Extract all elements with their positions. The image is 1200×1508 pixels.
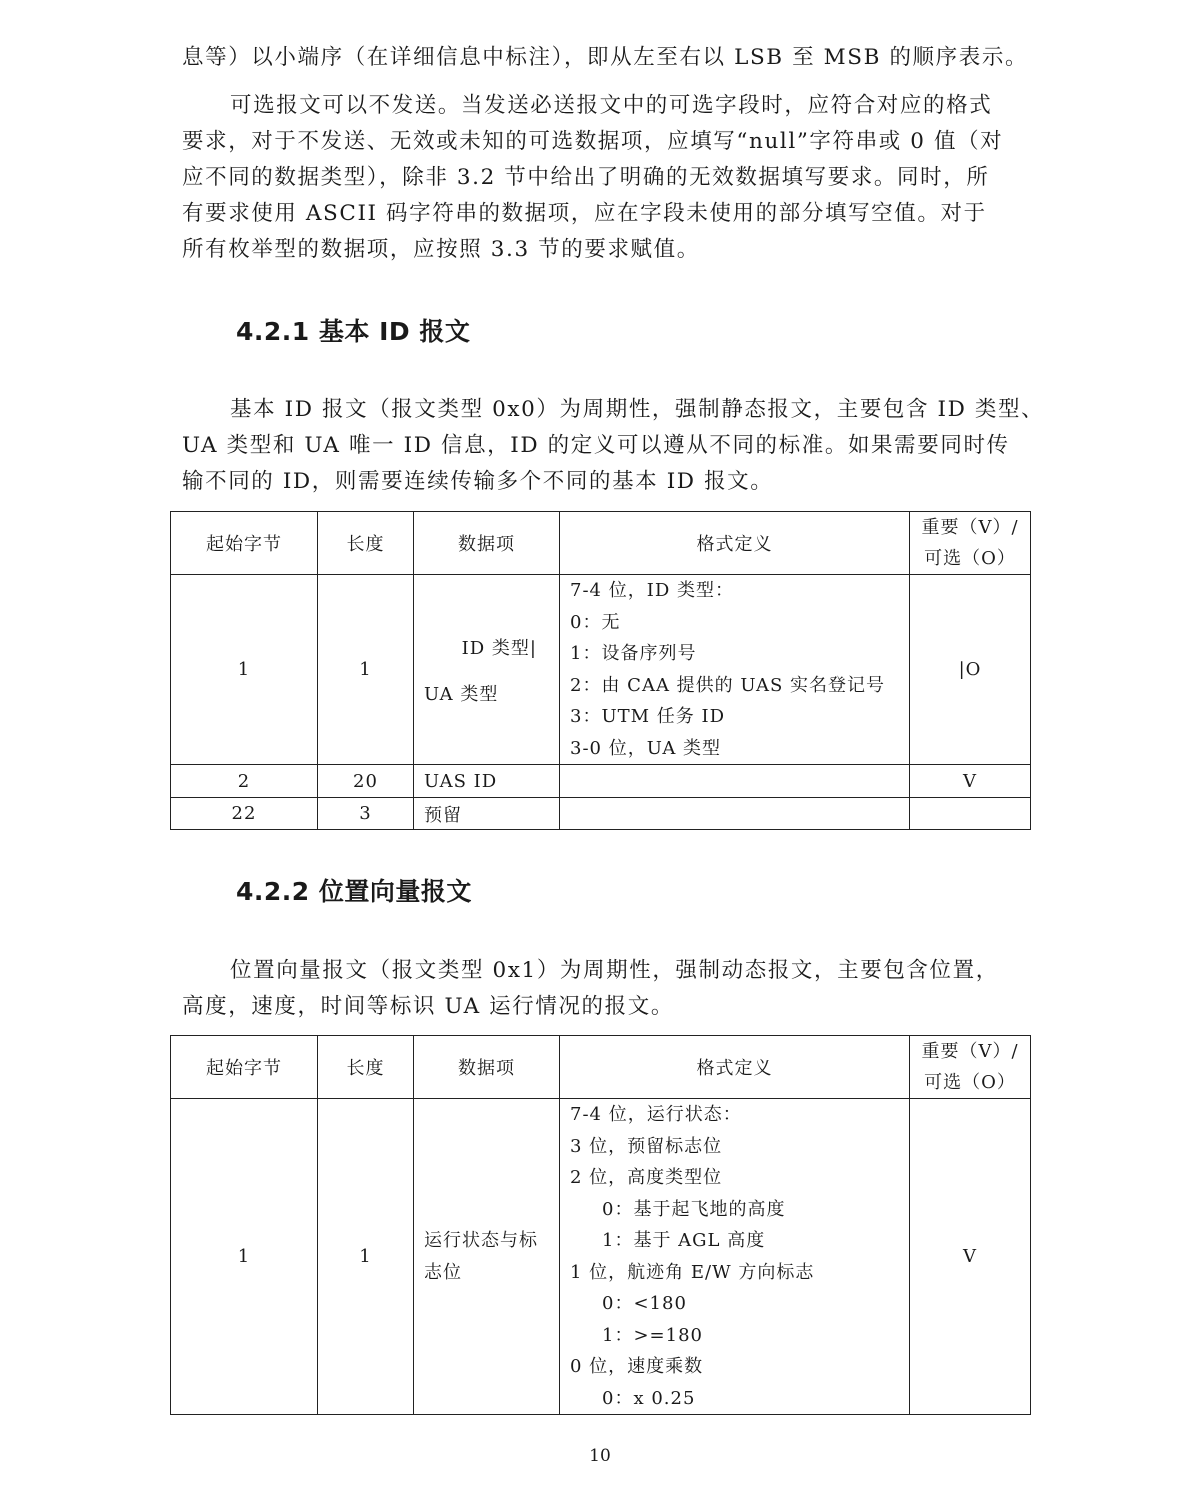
header-format: 格式定义 [560,512,910,575]
cell-required: V [910,1099,1031,1415]
format-line: 0 位，速度乘数 [570,1356,704,1377]
format-line: 1：>=180 [602,1324,703,1346]
cell-format [560,765,910,798]
section1-paragraph [182,392,1045,500]
header-format: 格式定义 [560,1036,910,1099]
cell-item [414,1099,560,1415]
page-number: 10 [589,1446,611,1466]
intro-line: 要求，对于不发送、无效或未知的可选数据项，应填写“null”字符串或 0 值（对 [182,129,1004,154]
cell-required: V [910,765,1031,798]
format-line: 0：基于起飞地的高度 [602,1198,786,1220]
cell-item-line2: UA 类型 [424,683,499,705]
table-header-row [171,1036,1031,1099]
cell-length: 3 [318,798,414,830]
basic-id-table [170,511,1031,830]
header-data-item: 数据项 [414,1036,560,1099]
cell-length: 1 [318,1099,414,1415]
cell-format [560,575,910,765]
cell-format [560,798,910,830]
header-length: 长度 [318,512,414,575]
format-line: 7-4 位，ID 类型： [570,580,734,601]
header-length: 长度 [318,1036,414,1099]
format-line: 0：无 [570,611,621,633]
format-line: 3：UTM 任务 ID [570,706,726,727]
table-row [171,765,1031,798]
cell-item: UAS ID [414,765,560,798]
section1-line: 基本 ID 报文（报文类型 0x0）为周期性，强制静态报文，主要包含 ID 类型、 [230,397,1045,422]
header-required [910,1036,1031,1099]
header-required-line2: 可选（O） [924,1072,1016,1093]
section-heading-4-2-2: 4.2.2 位置向量报文 [236,877,472,906]
section-heading-4-2-1: 4.2.1 基本 ID 报文 [236,317,471,346]
cell-item: 预留 [414,798,560,830]
cell-item [414,575,560,765]
format-line: 1：基于 AGL 高度 [602,1230,766,1251]
section1-line: UA 类型和 UA 唯一 ID 信息，ID 的定义可以遵从不同的标准。如果需要同时传 [182,433,1010,458]
cell-required: |O [910,575,1031,765]
table-header-row [171,512,1031,575]
section2-paragraph [182,953,1032,1025]
cell-item-line1: ID 类型| [461,637,537,659]
cell-format [560,1099,910,1415]
format-line: 2 位，高度类型位 [570,1167,723,1188]
intro-line: 应不同的数据类型），除非 3.2 节中给出了明确的无效数据填写要求。同时，所 [182,165,990,190]
intro-line: 可选报文可以不发送。当发送必送报文中的可选字段时，应符合对应的格式 [230,93,993,118]
header-start-byte: 起始字节 [171,1036,318,1099]
format-line: 1 位，航迹角 E/W 方向标志 [570,1261,815,1283]
intro-line: 息等）以小端序（在详细信息中标注），即从左至右以 LSB 至 MSB 的顺序表示。 [182,45,1029,70]
format-line: 0：<180 [602,1293,687,1314]
cell-item-line2: 志位 [424,1261,462,1283]
position-vector-table [170,1035,1031,1415]
cell-required [910,798,1031,830]
table-row [171,575,1031,765]
header-required-line1: 重要（V）/ [921,517,1019,538]
cell-start: 1 [171,575,318,765]
cell-length: 20 [318,765,414,798]
header-required-line1: 重要（V）/ [921,1041,1019,1062]
table-row [171,798,1031,830]
header-required [910,512,1031,575]
cell-item-line1: 运行状态与标 [424,1229,538,1251]
section2-line: 高度，速度，时间等标识 UA 运行情况的报文。 [182,994,674,1019]
format-line: 0：x 0.25 [602,1387,696,1409]
format-line: 3 位，预留标志位 [570,1135,723,1157]
intro-paragraph [182,40,1032,268]
header-required-line2: 可选（O） [924,548,1016,569]
header-data-item: 数据项 [414,512,560,575]
intro-line: 有要求使用 ASCII 码字符串的数据项，应在字段未使用的部分填写空值。对于 [182,201,987,226]
intro-line: 所有枚举型的数据项，应按照 3.3 节的要求赋值。 [182,237,700,262]
cell-start: 2 [171,765,318,798]
table-row [171,1099,1031,1415]
section1-line: 输不同的 ID，则需要连续传输多个不同的基本 ID 报文。 [182,469,774,494]
format-line: 3-0 位，UA 类型 [570,737,722,759]
cell-length: 1 [318,575,414,765]
format-line: 1：设备序列号 [570,643,697,664]
format-line: 7-4 位，运行状态： [570,1104,742,1125]
format-line: 2：由 CAA 提供的 UAS 实名登记号 [570,674,886,696]
section2-line: 位置向量报文（报文类型 0x1）为周期性，强制动态报文，主要包含位置， [230,958,999,983]
header-start-byte: 起始字节 [171,512,318,575]
cell-start: 22 [171,798,318,830]
cell-start: 1 [171,1099,318,1415]
